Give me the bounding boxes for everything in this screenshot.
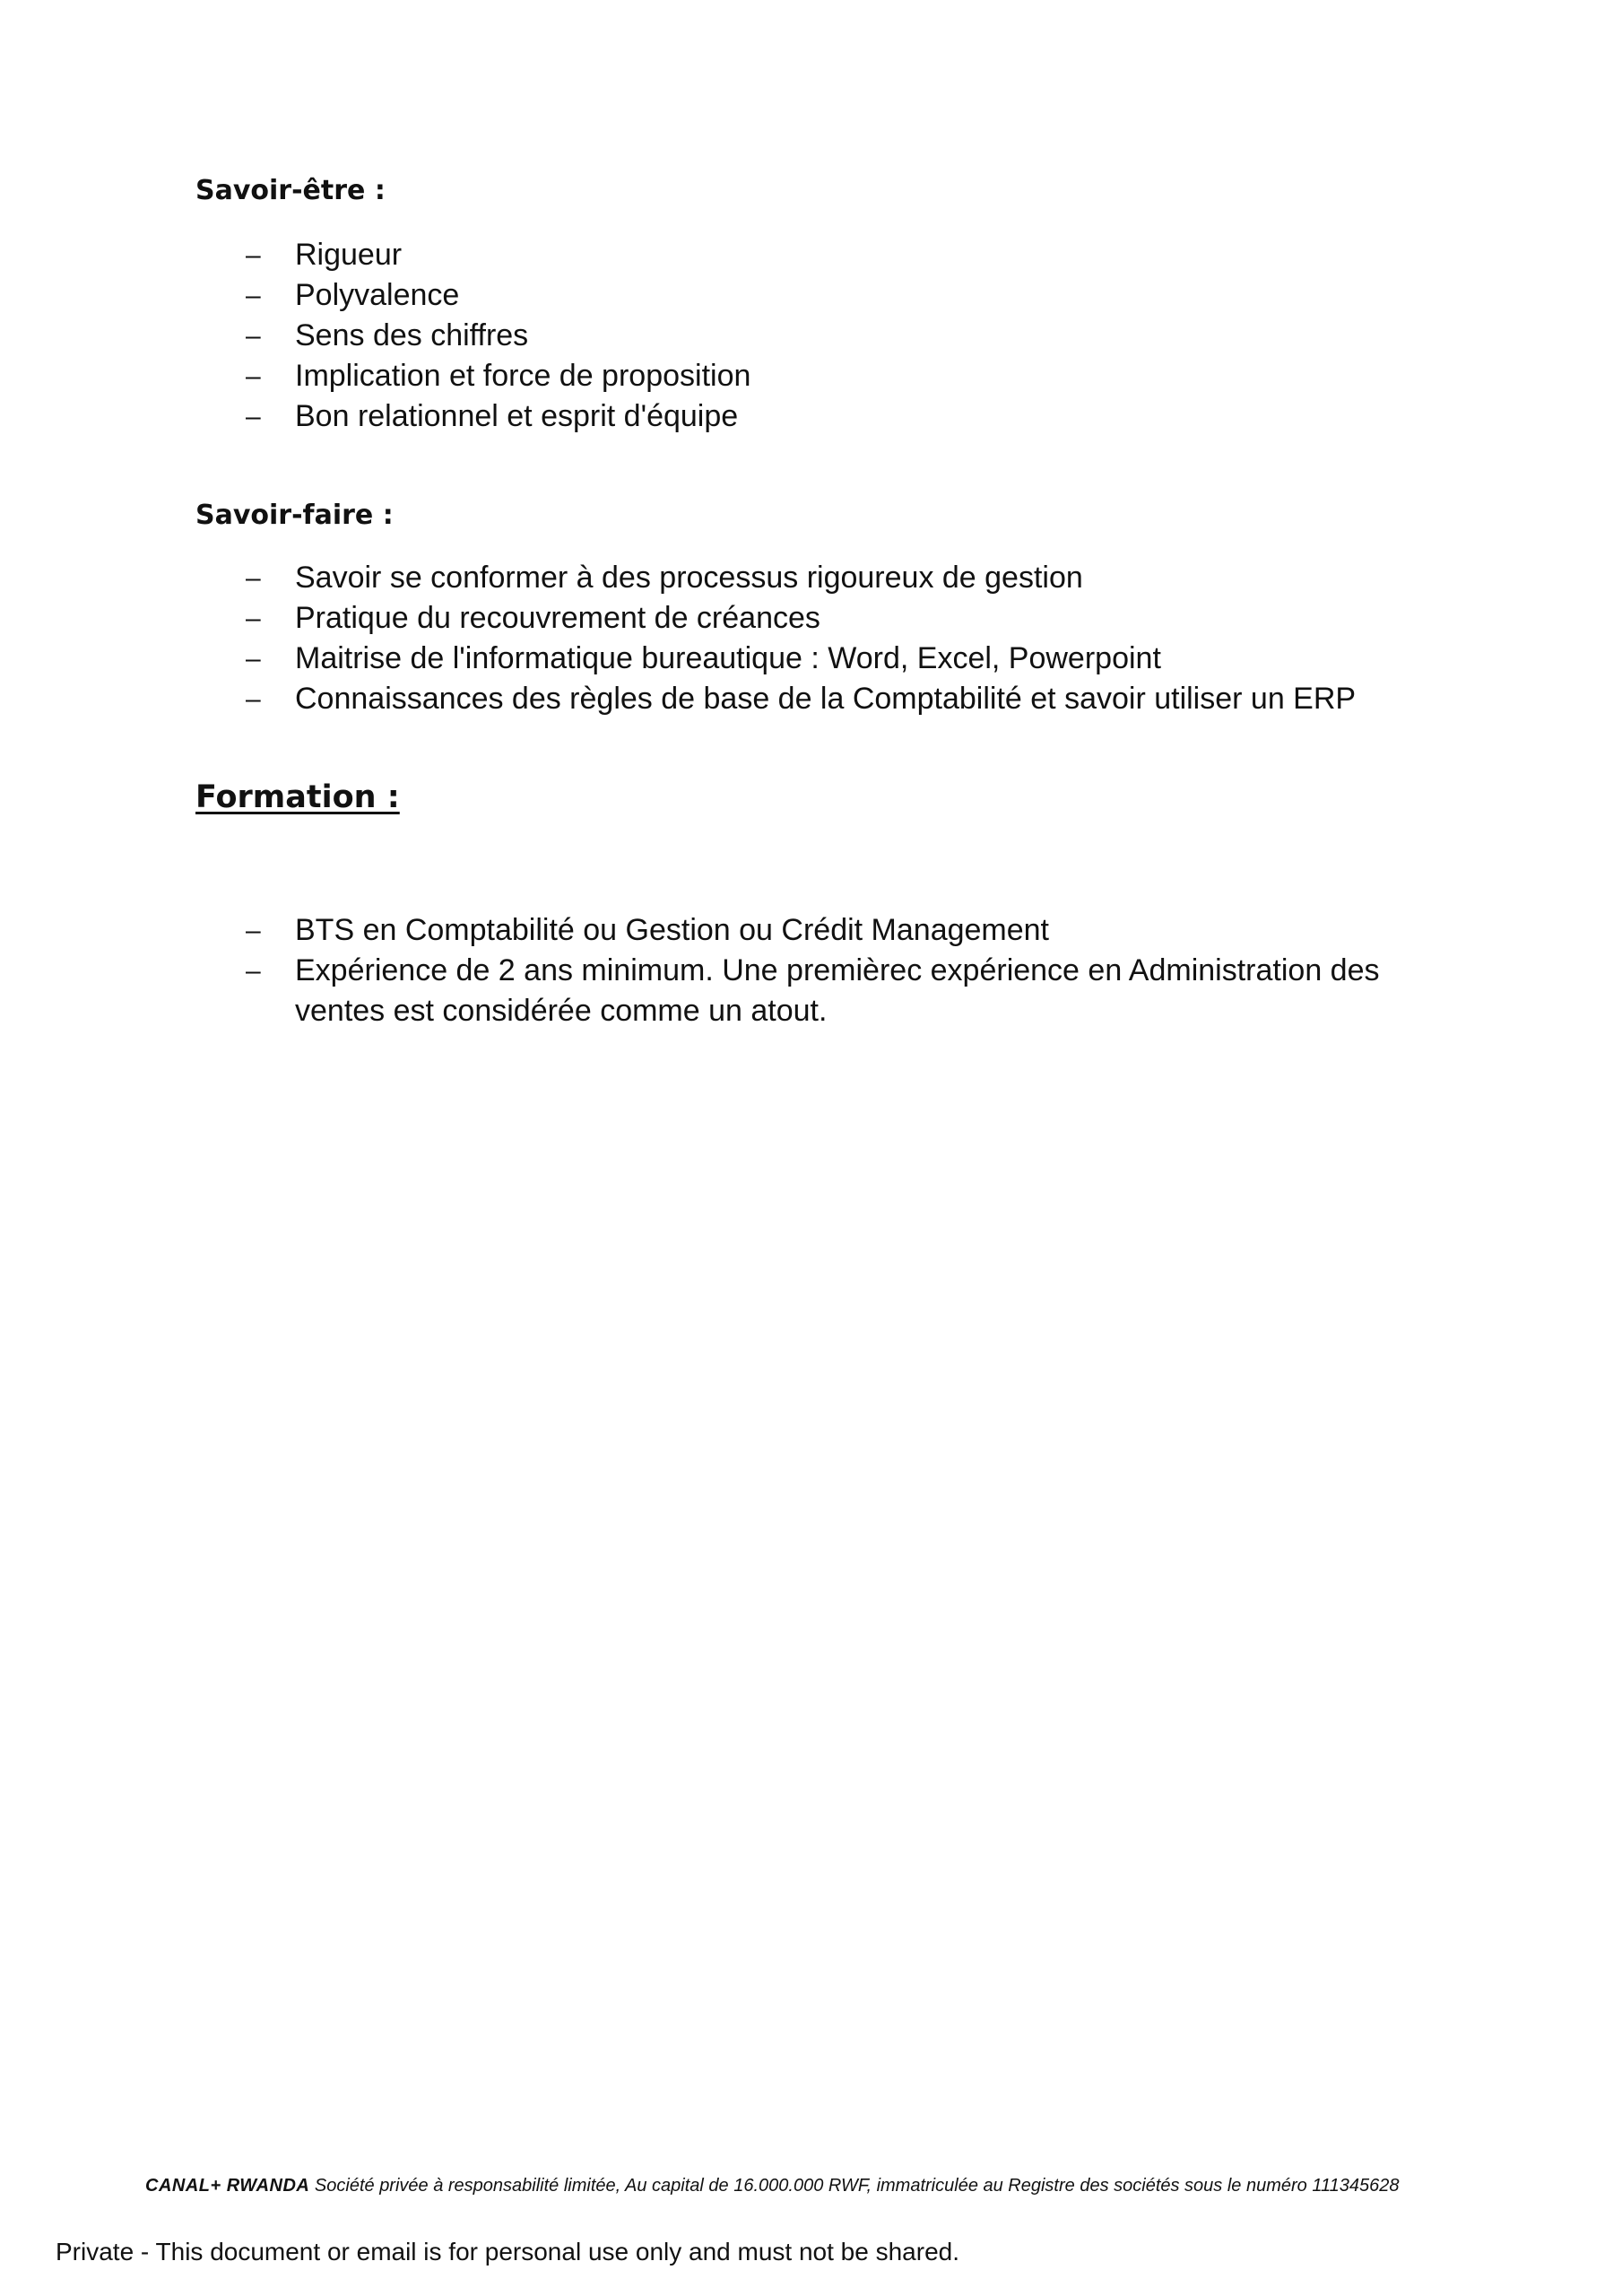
- list-item: – Expérience de 2 ans minimum. Une premièrec expérience en Administration des ventes est considérée comme un atout.: [0, 951, 1622, 1031]
- dash-bullet: –: [246, 644, 261, 674]
- list-item: – Maitrise de l'informatique bureautique : Word, Excel, Powerpoint: [0, 639, 1622, 679]
- list-item: – BTS en Comptabilité ou Gestion ou Crédit Management: [0, 910, 1622, 951]
- list-item: – Savoir se conformer à des processus rigoureux de gestion: [0, 558, 1622, 598]
- list-item: – Connaissances des règles de base de la Comptabilité et savoir utiliser un ERP: [0, 679, 1622, 719]
- formation-list: [0, 910, 1622, 1031]
- dash-bullet: –: [246, 402, 261, 431]
- privacy-notice: Private - This document or email is for personal use only and must not be shared.: [56, 2238, 959, 2266]
- list-item: – Implication et force de proposition: [0, 356, 1622, 396]
- section-title-savoir-faire: Savoir-faire :: [195, 500, 394, 531]
- dash-bullet: –: [246, 604, 261, 633]
- section-title-formation: Formation :: [195, 779, 400, 815]
- list-item: – Rigueur: [0, 235, 1622, 275]
- savoir-faire-list: [0, 558, 1622, 719]
- dash-bullet: –: [246, 684, 261, 714]
- dash-bullet: –: [246, 281, 261, 310]
- dash-bullet: –: [246, 321, 261, 351]
- legal-text: Société privée à responsabilité limitée, Au capital de 16.000.000 RWF, immatriculée au Registre des sociétés sous le numéro 111345628: [314, 2176, 1400, 2196]
- dash-bullet: –: [246, 916, 261, 945]
- dash-bullet: –: [246, 956, 261, 986]
- list-item: – Polyvalence: [0, 275, 1622, 316]
- footer-legal-notice: [145, 2173, 1400, 2198]
- list-item: – Pratique du recouvrement de créances: [0, 598, 1622, 639]
- dash-bullet: –: [246, 563, 261, 593]
- section-title-savoir-etre: Savoir-être :: [195, 175, 386, 206]
- savoir-etre-list: [0, 235, 1622, 437]
- dash-bullet: –: [246, 361, 261, 391]
- list-item: – Bon relationnel et esprit d'équipe: [0, 396, 1622, 437]
- dash-bullet: –: [246, 240, 261, 270]
- company-brand: CANAL+ RWANDA: [145, 2176, 310, 2196]
- list-item: – Sens des chiffres: [0, 316, 1622, 356]
